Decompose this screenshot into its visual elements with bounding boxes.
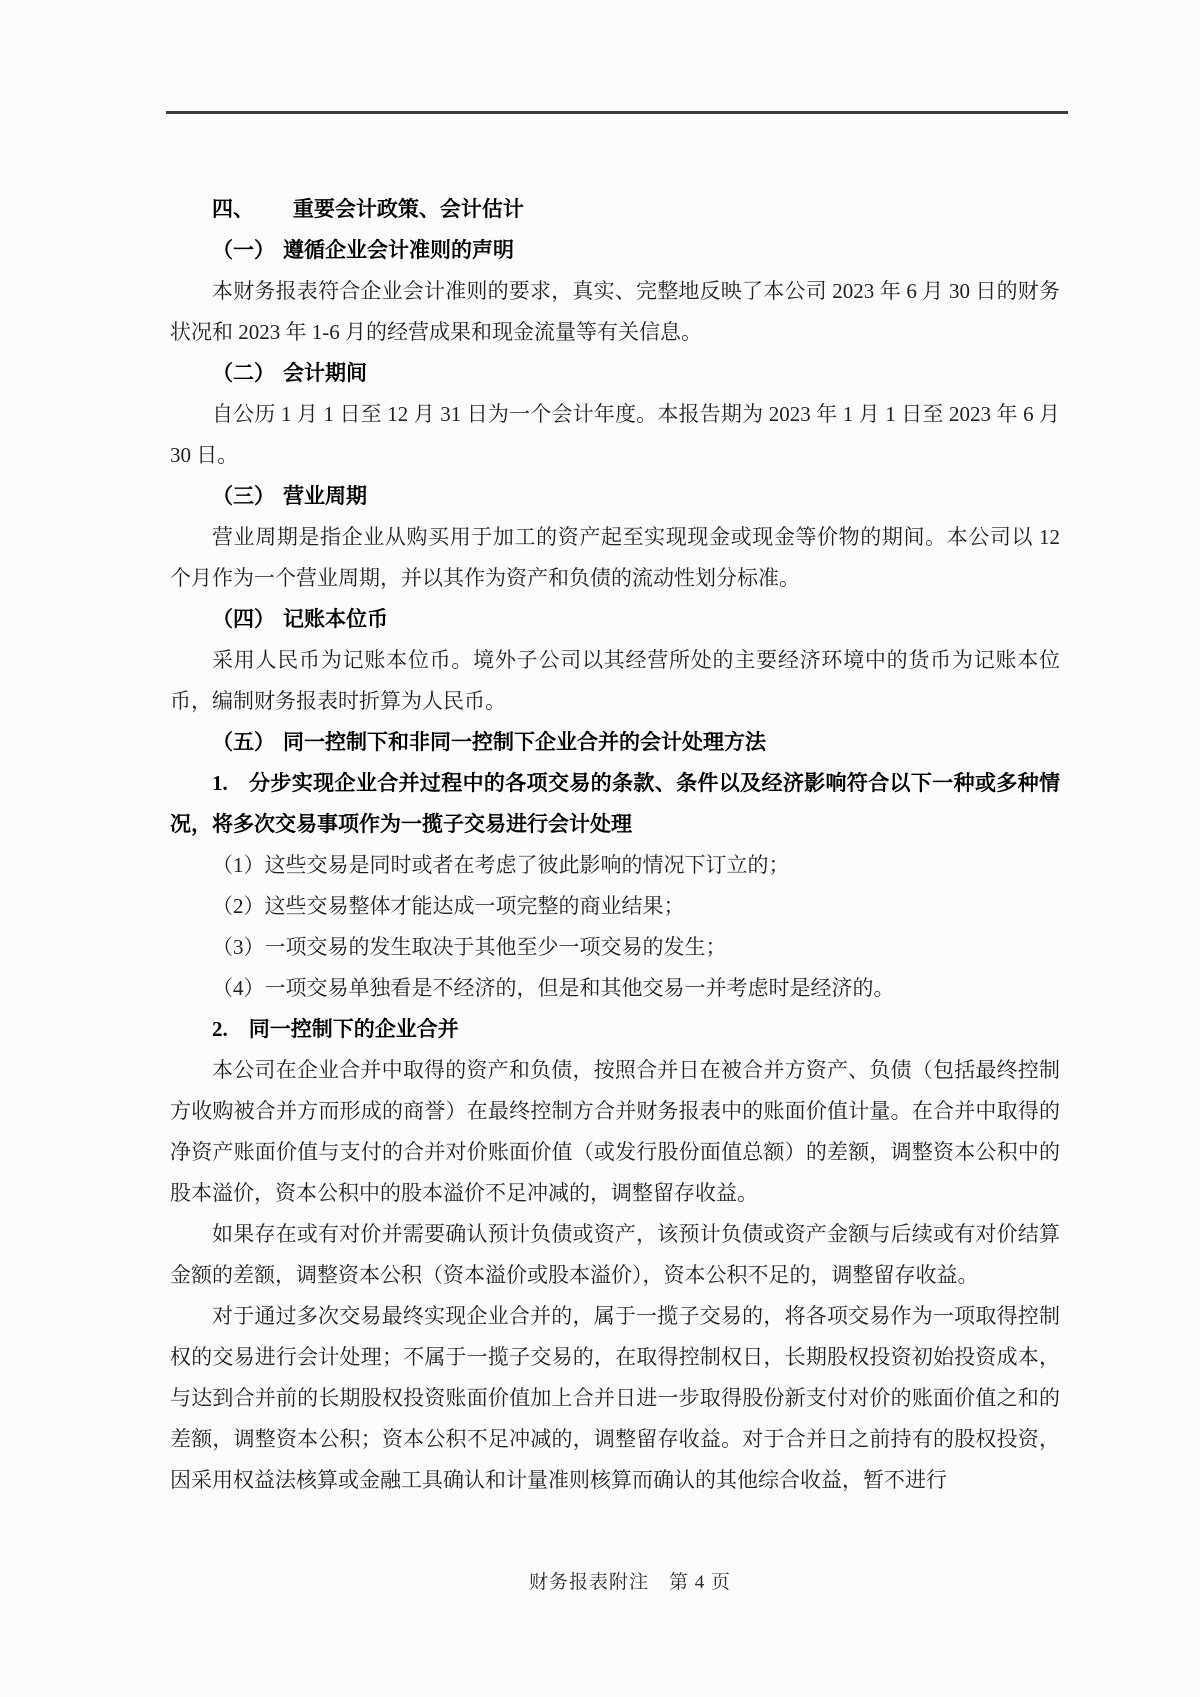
list-item: （3）一项交易的发生取决于其他至少一项交易的发生； (212, 935, 727, 959)
heading-number: 1. (212, 771, 228, 795)
heading-title: 同一控制下和非同一控制下企业合并的会计处理方法 (282, 730, 766, 754)
heading-number: 2. (212, 1017, 228, 1041)
heading-number: 四、 (212, 197, 254, 221)
heading-title: 分步实现企业合并过程中的各项交易的条款、条件以及经济影响符合以下一种或多种情况，将多次交易事项作为一揽子交易进行会计处理 (170, 771, 1060, 836)
heading-number: （五） (212, 730, 275, 754)
heading-number: （四） (212, 607, 275, 631)
heading-sub (170, 230, 1060, 271)
heading-num (170, 1009, 1060, 1050)
heading-title: 营业周期 (282, 484, 367, 508)
heading-number: （二） (212, 361, 275, 385)
heading-main (170, 189, 1060, 230)
list-item: （2）这些交易整体才能达成一项完整的商业结果； (212, 894, 685, 918)
heading-sub (170, 476, 1060, 517)
header-rule (166, 111, 1068, 114)
document-body (170, 189, 1060, 1501)
page-footer: 财务报表附注 第 4 页 (528, 1572, 731, 1593)
paragraph: 采用人民币为记账本位币。境外子公司以其经营所处的主要经济环境中的货币为记账本位币，编制财务报表时折算为人民币。 (170, 648, 1060, 713)
heading-sub (170, 353, 1060, 394)
paragraph: 如果存在或有对价并需要确认预计负债或资产，该预计负债或资产金额与后续或有对价结算金额的差额，调整资本公积（资本溢价或股本溢价），资本公积不足的，调整留存收益。 (170, 1222, 1060, 1287)
heading-title: 会计期间 (282, 361, 367, 385)
heading-title: 遵循企业会计准则的声明 (282, 238, 514, 262)
paragraph: 对于通过多次交易最终实现企业合并的，属于一揽子交易的，将各项交易作为一项取得控制权的交易进行会计处理；不属于一揽子交易的，在取得控制权日，长期股权投资初始投资成本，与达到合并前的长期股权投资账面价值加上合并日进一步取得股份新支付对价的账面价值之和的差额，调整资本公积；资本公积不足冲减的，调整留存收益。对于合并日之前持有的股权投资，因采用权益法核算或金融工具确认和计量准则核算而确认的其他综合收益，暂不进行 (170, 1304, 1060, 1492)
list-item: （1）这些交易是同时或者在考虑了彼此影响的情况下订立的； (212, 853, 790, 877)
heading-sub (170, 599, 1060, 640)
paragraph: 自公历 1 月 1 日至 12 月 31 日为一个会计年度。本报告期为 2023 年 1 月 1 日至 2023 年 6 月 30 日。 (170, 402, 1060, 467)
paragraph: 本财务报表符合企业会计准则的要求，真实、完整地反映了本公司 2023 年 6 月 30 日的财务状况和 2023 年 1-6 月的经营成果和现金流量等有关信息。 (170, 279, 1060, 344)
heading-title: 记账本位币 (282, 607, 388, 631)
heading-num (170, 763, 1060, 845)
paragraph: 营业周期是指企业从购买用于加工的资产起至实现现金或现金等价物的期间。本公司以 12 个月作为一个营业周期，并以其作为资产和负债的流动性划分标准。 (170, 525, 1060, 590)
heading-title: 重要会计政策、会计估计 (292, 197, 524, 221)
heading-title: 同一控制下的企业合并 (248, 1017, 459, 1041)
paragraph: 本公司在企业合并中取得的资产和负债，按照合并日在被合并方资产、负债（包括最终控制方收购被合并方而形成的商誉）在最终控制方合并财务报表中的账面价值计量。在合并中取得的净资产账面价值与支付的合并对价账面价值（或发行股份面值总额）的差额，调整资本公积中的股本溢价，资本公积中的股本溢价不足冲减的，调整留存收益。 (170, 1058, 1060, 1205)
list-item: （4）一项交易单独看是不经济的，但是和其他交易一并考虑时是经济的。 (212, 976, 895, 1000)
heading-sub (170, 722, 1060, 763)
heading-number: （三） (212, 484, 275, 508)
heading-number: （一） (212, 238, 275, 262)
